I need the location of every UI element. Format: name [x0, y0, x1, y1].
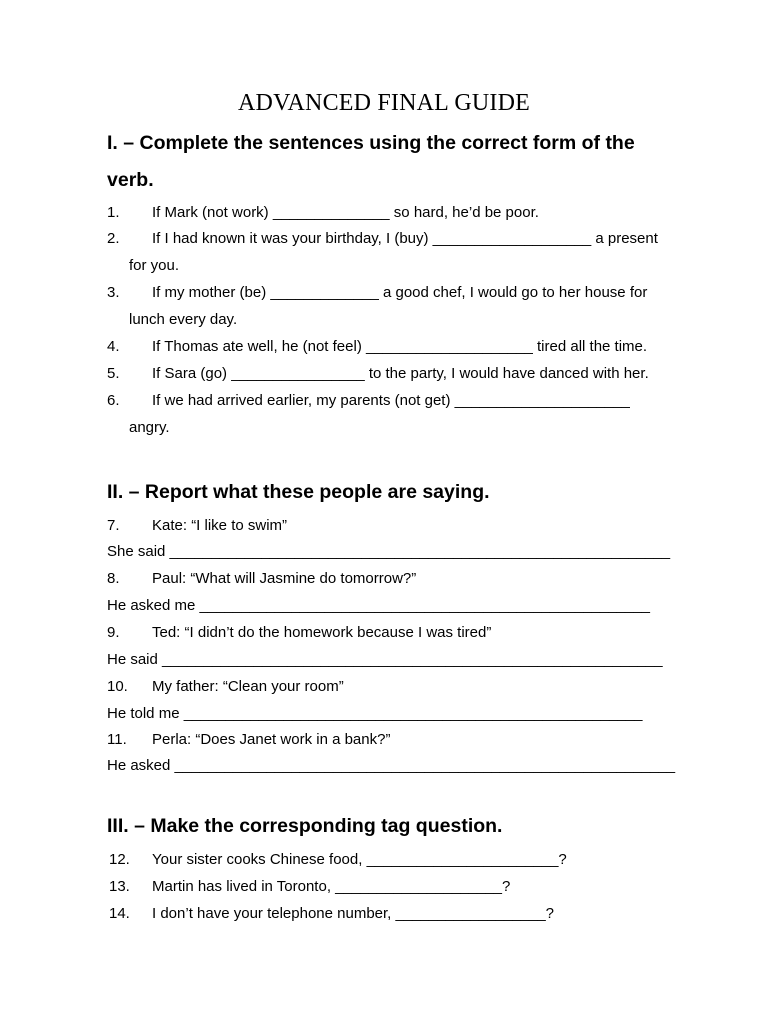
item-text-continued: angry. [129, 419, 170, 436]
item-text: If Thomas ate well, he (not feel) ____________________ tired all the time. [152, 338, 648, 355]
item-number: 6. [107, 392, 120, 409]
answer-line: He asked ____________________________________________________________ [107, 757, 676, 774]
section-2-heading: II. – Report what these people are saying. [107, 481, 490, 503]
item-number: 4. [107, 338, 120, 355]
item-text: I don’t have your telephone number, __________________? [152, 905, 555, 922]
item-text: If I had known it was your birthday, I (buy) ___________________ a present [152, 230, 658, 247]
item-number: 1. [107, 204, 120, 221]
item-number: 12. [109, 851, 130, 868]
item-number: 10. [107, 678, 128, 695]
item-text: If my mother (be) _____________ a good chef, I would go to her house for [152, 284, 648, 301]
item-text: Kate: “I like to swim” [152, 517, 288, 534]
item-number: 5. [107, 365, 120, 382]
item-text-continued: lunch every day. [129, 311, 238, 328]
item-number: 9. [107, 624, 120, 641]
answer-line: She said ____________________________________________________________ [107, 543, 671, 560]
section-1-heading: I. – Complete the sentences using the correct form of the verb. [107, 132, 635, 191]
page-title: ADVANCED FINAL GUIDE [238, 90, 530, 116]
item-number: 7. [107, 517, 120, 534]
item-number: 3. [107, 284, 120, 301]
item-text: Paul: “What will Jasmine do tomorrow?” [152, 570, 417, 587]
item-number: 11. [107, 731, 127, 748]
item-text: Ted: “I didn’t do the homework because I was tired” [152, 624, 492, 641]
item-text: Martin has lived in Toronto, ____________________? [152, 878, 511, 895]
answer-line: He said ____________________________________________________________ [107, 651, 663, 668]
section-3-heading: III. – Make the corresponding tag question. [107, 815, 503, 837]
answer-line: He asked me ______________________________________________________ [107, 597, 651, 614]
item-text: My father: “Clean your room” [152, 678, 344, 695]
item-text-continued: for you. [129, 257, 180, 274]
item-text: Perla: “Does Janet work in a bank?” [152, 731, 391, 748]
item-text: If Mark (not work) ______________ so hard, he’d be poor. [152, 204, 539, 221]
item-text: If Sara (go) ________________ to the party, I would have danced with her. [152, 365, 649, 382]
item-number: 2. [107, 230, 120, 247]
item-number: 13. [109, 878, 130, 895]
answer-line: He told me _______________________________________________________ [107, 705, 643, 722]
item-text: If we had arrived earlier, my parents (not get) _____________________ [152, 392, 630, 409]
item-number: 8. [107, 570, 120, 587]
item-text: Your sister cooks Chinese food, _______________________? [152, 851, 567, 868]
item-number: 14. [109, 905, 130, 922]
